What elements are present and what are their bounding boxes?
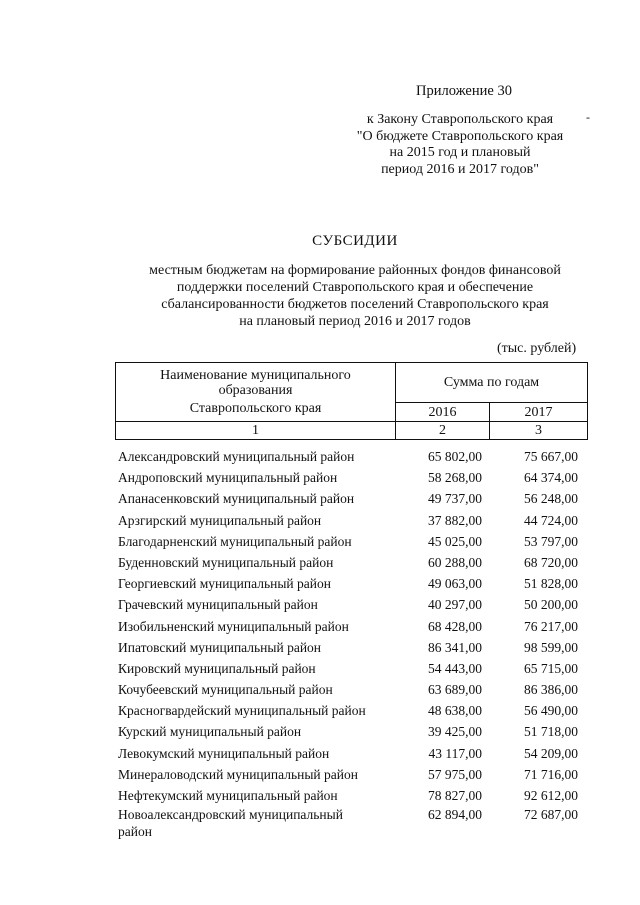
table-row [115, 721, 586, 742]
table-row [115, 510, 586, 531]
document-title: СУБСИДИИ [312, 233, 398, 249]
amount-2016: 62 894,00 [428, 807, 482, 823]
amount-2016: 68 428,00 [428, 618, 482, 634]
amount-2017: 53 797,00 [524, 533, 578, 549]
district-name: Курский муниципальный район [118, 724, 302, 740]
district-name: Арзгирский муниципальный район [118, 512, 322, 528]
amount-2017: 68 720,00 [524, 554, 578, 570]
amount-2017: 56 490,00 [524, 703, 578, 719]
district-name: Новоалександровский муниципальный район [118, 807, 343, 840]
table-row [115, 658, 586, 679]
amount-2017: 51 718,00 [524, 724, 578, 740]
amount-2016: 63 689,00 [428, 682, 482, 698]
sum-column-header: Сумма по годам [396, 363, 588, 403]
table-row [115, 531, 586, 552]
amount-2017: 72 687,00 [524, 807, 578, 823]
amount-2016: 57 975,00 [428, 766, 482, 782]
description-line: местным бюджетам на формирование районных фондов финансовой [149, 263, 561, 278]
district-name: Александровский муниципальный район [118, 449, 355, 464]
amount-2016: 65 802,00 [428, 449, 482, 464]
amount-2017: 76 217,00 [524, 618, 578, 634]
district-name: Нефтекумский муниципальный район [118, 788, 338, 803]
law-line: к Закону Ставропольского края [366, 112, 554, 127]
year-2017-header: 2017 [490, 403, 588, 422]
amount-2016: 43 117,00 [428, 745, 482, 761]
amount-2017: 44 724,00 [524, 512, 578, 528]
description-line: сбалансированности бюджетов поселений Ставропольского края [161, 297, 549, 312]
amount-2016: 58 268,00 [428, 470, 482, 486]
table-row [115, 467, 586, 488]
law-line: "О бюджете Ставропольского края [356, 128, 564, 144]
district-name: Георгиевский муниципальный район [118, 576, 331, 592]
table-row [115, 764, 586, 785]
table-row [115, 700, 586, 721]
table-row [115, 785, 586, 806]
amount-2017: 98 599,00 [524, 639, 578, 655]
table-row [115, 573, 586, 594]
amount-2017: 56 248,00 [524, 491, 578, 507]
district-name: Андроповский муниципальный район [118, 470, 338, 486]
amount-2016: 49 737,00 [428, 491, 482, 507]
district-name: Ипатовский муниципальный район [118, 639, 322, 655]
description-line: поддержки поселений Ставропольского края и обеспечение [176, 280, 534, 295]
law-line: период 2016 и 2017 годов" [381, 161, 539, 177]
amount-2017: 64 374,00 [524, 470, 578, 486]
amount-2017: 51 828,00 [524, 576, 578, 592]
amount-2016: 49 063,00 [428, 576, 482, 592]
table-body [115, 446, 586, 842]
table-row [115, 679, 586, 700]
district-name: Апанасенковский муниципальный район [118, 491, 355, 507]
district-name: Буденновский муниципальный район [118, 554, 334, 570]
name-column-header: Наименование муниципального образования Ставропольского края [116, 363, 396, 422]
column-number-1: 1 [116, 422, 396, 440]
margin-dash: - [586, 110, 590, 124]
district-name: Минераловодский муниципальный район [118, 766, 358, 782]
district-name: Грачевский муниципальный район [118, 597, 318, 613]
document-description [120, 262, 590, 330]
amount-2017: 75 667,00 [524, 449, 578, 464]
amount-2016: 48 638,00 [428, 703, 482, 719]
amount-2016: 54 443,00 [428, 660, 482, 676]
table-row [115, 594, 586, 615]
law-line: на 2015 год и плановый [389, 145, 531, 160]
table-row [115, 488, 586, 509]
amount-2016: 40 297,00 [428, 597, 482, 613]
district-name: Кировский муниципальный район [118, 660, 316, 676]
district-name: Красногвардейский муниципальный район [118, 703, 366, 719]
table-row [115, 616, 586, 637]
column-number-3: 3 [490, 422, 588, 440]
amount-2017: 65 715,00 [524, 660, 578, 676]
district-name: Кочубеевский муниципальный район [118, 682, 333, 698]
amount-2017: 50 200,00 [524, 597, 578, 613]
district-name: Благодарненский муниципальный район [118, 533, 352, 549]
amount-2017: 71 716,00 [524, 766, 578, 782]
appendix-label: Приложение 30 [416, 83, 512, 99]
table-row [115, 637, 586, 658]
amount-2016: 37 882,00 [428, 512, 482, 528]
unit-label: (тыс. рублей) [497, 341, 577, 356]
amount-2017: 86 386,00 [524, 682, 578, 698]
amount-2016: 39 425,00 [428, 724, 482, 740]
table-row [115, 552, 586, 573]
table-header [115, 362, 588, 440]
amount-2016: 45 025,00 [428, 533, 482, 549]
column-number-2: 2 [396, 422, 490, 440]
amount-2016: 78 827,00 [428, 788, 482, 803]
district-name: Изобильненский муниципальный район [118, 618, 349, 634]
table-row [115, 806, 586, 842]
table-row [115, 743, 586, 764]
amount-2017: 92 612,00 [524, 788, 578, 803]
year-2016-header: 2016 [396, 403, 490, 422]
table-row [115, 446, 586, 467]
law-reference [340, 112, 580, 178]
description-line: на плановый период 2016 и 2017 годов [239, 314, 471, 329]
amount-2016: 86 341,00 [428, 639, 482, 655]
amount-2017: 54 209,00 [524, 745, 578, 761]
amount-2016: 60 288,00 [428, 554, 482, 570]
district-name: Левокумский муниципальный район [118, 745, 330, 761]
